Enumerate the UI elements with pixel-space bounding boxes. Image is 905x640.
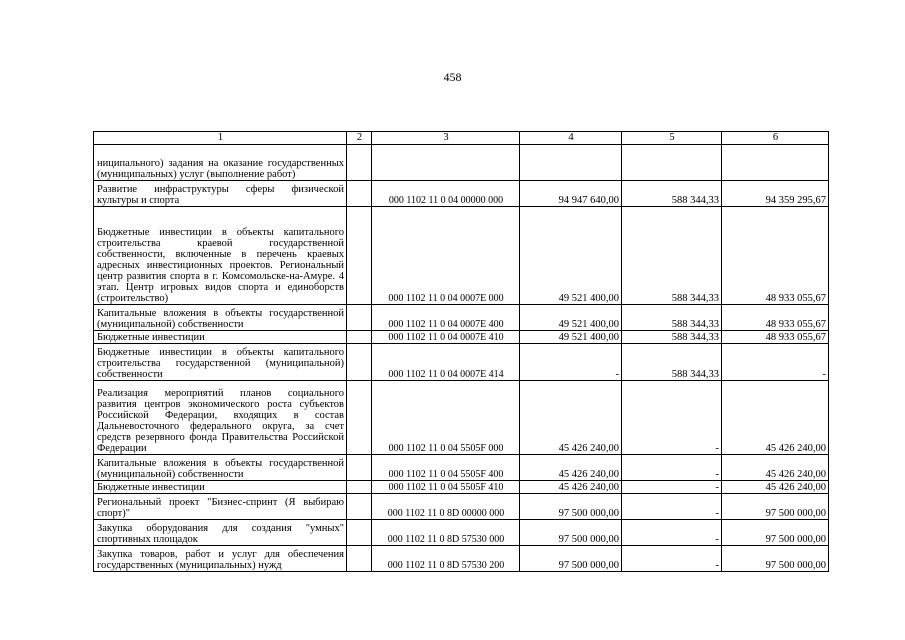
column-header-5: 5: [622, 132, 722, 145]
row-value-4: 49 521 400,00: [520, 331, 622, 344]
row-value-6: [722, 145, 829, 181]
row-value-5: 588 344,33: [622, 331, 722, 344]
row-col2: [347, 305, 372, 331]
table-row: [94, 481, 829, 494]
row-name: Реализация мероприятий планов социального развития центров экономического роста субъектов Российской Федерации, входящих в состав Дальневосточного федерального округа, за счет средств резервного фонда Правительства Российской Федерации: [94, 381, 347, 455]
table-row: [94, 520, 829, 546]
row-value-4: [520, 145, 622, 181]
row-code: 000 1102 11 0 04 5505F 400: [372, 455, 520, 481]
row-value-6: 97 500 000,00: [722, 494, 829, 520]
table-row: [94, 381, 829, 455]
table-row: [94, 305, 829, 331]
row-col2: [347, 481, 372, 494]
table-row: [94, 494, 829, 520]
column-header-3: 3: [372, 132, 520, 145]
row-value-6: 45 426 240,00: [722, 381, 829, 455]
row-value-5: -: [622, 546, 722, 572]
row-value-6: 48 933 055,67: [722, 305, 829, 331]
row-name: Региональный проект "Бизнес-спринт (Я выбираю спорт)": [94, 494, 347, 520]
row-col2: [347, 207, 372, 305]
row-col2: [347, 381, 372, 455]
row-value-4: 94 947 640,00: [520, 181, 622, 207]
row-code: 000 1102 11 0 04 0007Е 000: [372, 207, 520, 305]
row-value-4: 49 521 400,00: [520, 207, 622, 305]
row-col2: [347, 520, 372, 546]
row-name: Бюджетные инвестиции: [94, 331, 347, 344]
row-name: Закупка товаров, работ и услуг для обеспечения государственных (муниципальных) нужд: [94, 546, 347, 572]
row-value-4: 97 500 000,00: [520, 494, 622, 520]
row-value-6: 94 359 295,67: [722, 181, 829, 207]
column-header-4: 4: [520, 132, 622, 145]
table-row: [94, 145, 829, 181]
row-value-6: 48 933 055,67: [722, 331, 829, 344]
row-value-5: -: [622, 494, 722, 520]
row-name: Бюджетные инвестиции: [94, 481, 347, 494]
row-value-5: 588 344,33: [622, 344, 722, 381]
row-value-5: -: [622, 381, 722, 455]
row-value-6: -: [722, 344, 829, 381]
row-code: 000 1102 11 0 8D 57530 200: [372, 546, 520, 572]
row-code: 000 1102 11 0 8D 57530 000: [372, 520, 520, 546]
row-value-5: [622, 145, 722, 181]
table-row: [94, 344, 829, 381]
row-name: Капитальные вложения в объекты государственной (муниципальной) собственности: [94, 305, 347, 331]
row-value-4: 45 426 240,00: [520, 481, 622, 494]
row-value-6: 45 426 240,00: [722, 481, 829, 494]
row-name: Капитальные вложения в объекты государственной (муниципальной) собственности: [94, 455, 347, 481]
row-value-5: -: [622, 481, 722, 494]
row-col2: [347, 494, 372, 520]
table-row: [94, 207, 829, 305]
row-name: ниципального) задания на оказание государственных (муниципальных) услуг (выполнение работ): [94, 145, 347, 181]
row-value-5: -: [622, 520, 722, 546]
row-code: 000 1102 11 0 04 00000 000: [372, 181, 520, 207]
row-value-6: 48 933 055,67: [722, 207, 829, 305]
row-name: Бюджетные инвестиции в объекты капитального строительства краевой государственной собственности, включенные в перечень краевых адресных инвестиционных проектов. Региональный центр развития спорта в г. Комсомольске-на-Амуре. 4 этап. Центр игровых видов спорта и единоборств (строительство): [94, 207, 347, 305]
row-value-5: 588 344,33: [622, 305, 722, 331]
page-number: 458: [443, 70, 462, 84]
budget-table: [93, 131, 829, 572]
row-value-4: 45 426 240,00: [520, 455, 622, 481]
row-value-6: 97 500 000,00: [722, 520, 829, 546]
row-value-4: 97 500 000,00: [520, 520, 622, 546]
table-row: [94, 546, 829, 572]
table-row: [94, 181, 829, 207]
row-col2: [347, 546, 372, 572]
table-row: [94, 455, 829, 481]
row-code: 000 1102 11 0 04 0007Е 410: [372, 331, 520, 344]
row-value-5: -: [622, 455, 722, 481]
row-name: Закупка оборудования для создания "умных" спортивных площадок: [94, 520, 347, 546]
column-header-1: 1: [94, 132, 347, 145]
row-value-4: 45 426 240,00: [520, 381, 622, 455]
row-value-4: -: [520, 344, 622, 381]
row-code: [372, 145, 520, 181]
row-value-6: 45 426 240,00: [722, 455, 829, 481]
table-row: [94, 331, 829, 344]
column-header-6: 6: [722, 132, 829, 145]
row-value-4: 97 500 000,00: [520, 546, 622, 572]
row-name: Развитие инфраструктуры сферы физической культуры и спорта: [94, 181, 347, 207]
row-col2: [347, 344, 372, 381]
table-header-row: [94, 132, 829, 145]
row-code: 000 1102 11 0 8D 00000 000: [372, 494, 520, 520]
row-col2: [347, 181, 372, 207]
row-code: 000 1102 11 0 04 0007Е 400: [372, 305, 520, 331]
row-col2: [347, 145, 372, 181]
row-code: 000 1102 11 0 04 5505F 000: [372, 381, 520, 455]
row-col2: [347, 331, 372, 344]
row-value-5: 588 344,33: [622, 181, 722, 207]
row-code: 000 1102 11 0 04 0007Е 414: [372, 344, 520, 381]
row-value-5: 588 344,33: [622, 207, 722, 305]
row-code: 000 1102 11 0 04 5505F 410: [372, 481, 520, 494]
row-value-4: 49 521 400,00: [520, 305, 622, 331]
column-header-2: 2: [347, 132, 372, 145]
row-value-6: 97 500 000,00: [722, 546, 829, 572]
row-name: Бюджетные инвестиции в объекты капитального строительства государственной (муниципальной) собственности: [94, 344, 347, 381]
row-col2: [347, 455, 372, 481]
